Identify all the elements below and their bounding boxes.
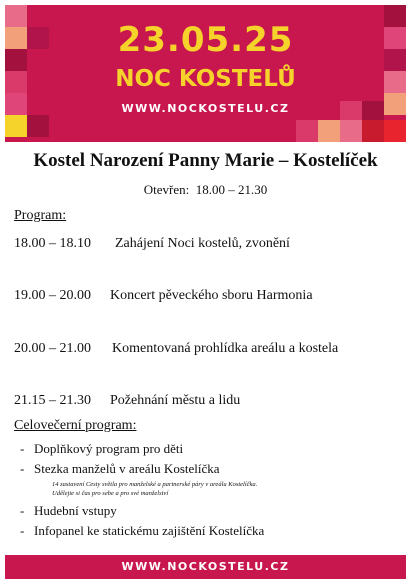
list-item <box>14 439 399 459</box>
decor-square <box>27 115 49 137</box>
opening-hours: Otevřen: 18.00 – 21.30 <box>143 182 268 197</box>
dash-bullet: - <box>20 441 25 456</box>
program-heading: Program: <box>14 208 67 223</box>
decor-square <box>362 120 384 142</box>
list-item-text: Stezka manželů v areálu Kostelíčka <box>34 461 220 476</box>
header-banner <box>5 5 406 142</box>
event-url[interactable]: WWW.NOCKOSTELU.CZ <box>121 102 290 115</box>
dash-bullet: - <box>20 523 25 538</box>
program-item <box>14 236 290 252</box>
decor-square <box>5 115 27 137</box>
extras-heading: Celovečerní program: <box>14 418 137 433</box>
decor-square <box>340 120 362 142</box>
list-item <box>14 501 399 521</box>
list-item-text: Infopanel ke statickému zajištění Kostelíčka <box>34 523 265 538</box>
note-line: 14 zastavení Cesty světla pro manželské a partnerské páry v areálu Kostelíčka. <box>52 481 258 488</box>
decor-square <box>296 120 318 142</box>
program-item <box>14 341 338 357</box>
dash-bullet: - <box>20 503 25 518</box>
decor-square <box>384 120 406 142</box>
event-date: 23.05.25 <box>117 20 294 60</box>
program-title: Koncert pěveckého sboru Harmonia <box>110 288 313 303</box>
list-item-text: Hudební vstupy <box>34 503 117 518</box>
program-title: Komentovaná prohlídka areálu a kostela <box>112 341 339 356</box>
extras-list <box>14 439 399 541</box>
program-time: 21.15 – 21.30 <box>14 393 91 408</box>
dash-bullet: - <box>20 461 25 476</box>
program-item <box>14 288 313 304</box>
program-title: Požehnání městu a lidu <box>110 393 241 408</box>
program-time: 19.00 – 20.00 <box>14 288 91 303</box>
program-title: Zahájení Noci kostelů, zvonění <box>115 236 290 251</box>
footer-url[interactable]: WWW.NOCKOSTELU.CZ <box>5 555 406 579</box>
list-item-note <box>34 480 399 498</box>
list-item <box>14 521 399 541</box>
program-time: 20.00 – 21.00 <box>14 341 91 356</box>
program-item <box>14 393 240 409</box>
list-item-text: Doplňkový program pro děti <box>34 441 184 456</box>
program-time: 18.00 – 18.10 <box>14 236 91 251</box>
list-item <box>14 459 399 498</box>
church-name: Kostel Narození Panny Marie – Kostelíček <box>33 150 378 171</box>
decor-square <box>318 120 340 142</box>
note-line: Udělejte si čas pro sebe a pro své manželství <box>52 490 169 497</box>
event-title: NOC KOSTELŮ <box>115 66 296 92</box>
